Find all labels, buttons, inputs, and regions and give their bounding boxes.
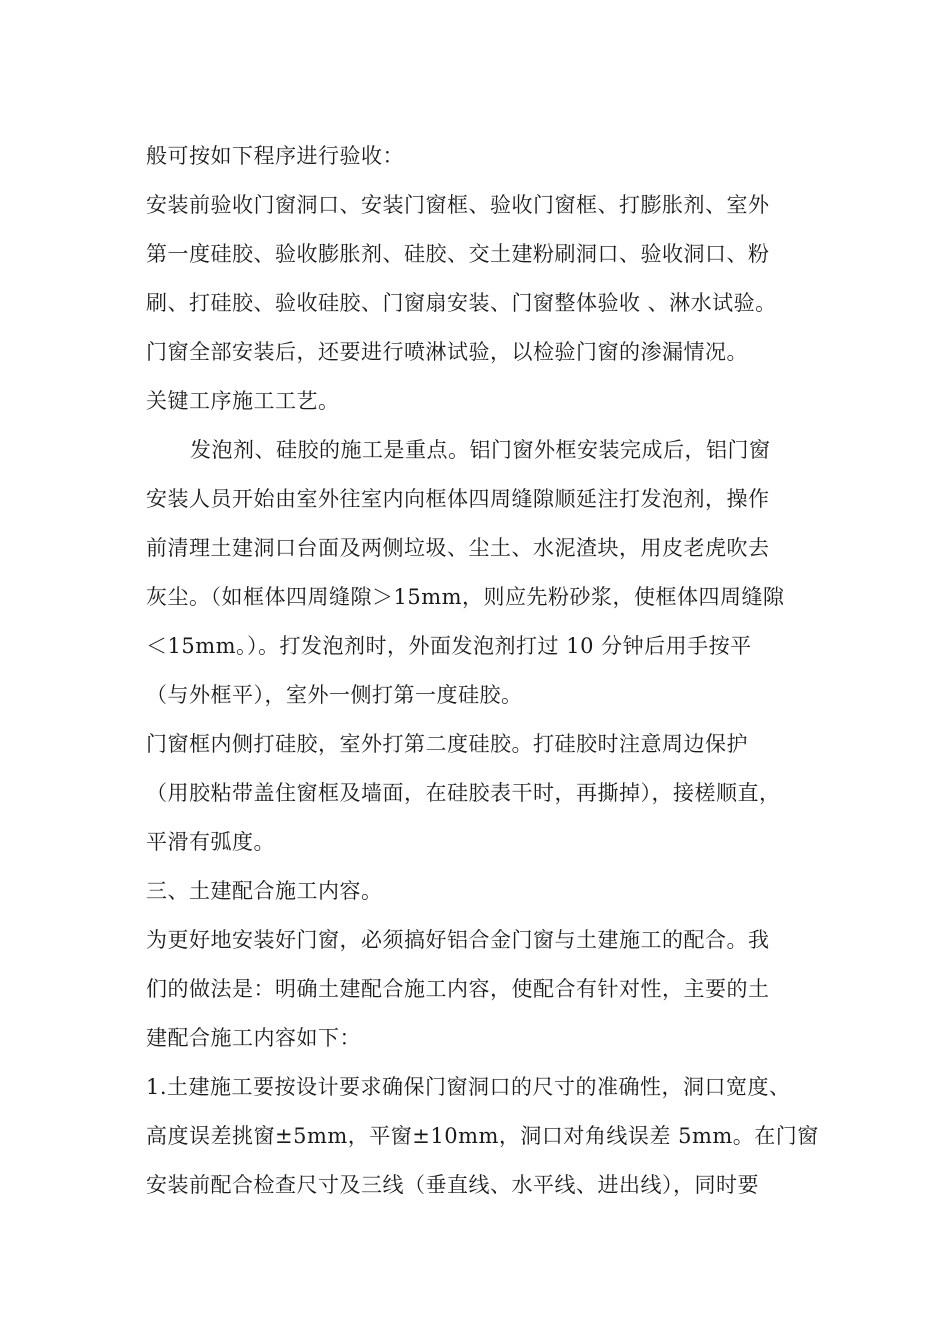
text-line: 安装前验收门窗洞口、安装门窗框、验收门窗框、打膨胀剂、室外 [146, 193, 770, 217]
text-line: 第一度硅胶、验收膨胀剂、硅胶、交土建粉刷洞口、验收洞口、粉 [146, 242, 770, 266]
text-line: 高度误差挑窗±5mm，平窗±10mm，洞口对角线误差 5mm。在门窗 [146, 1124, 819, 1148]
text-line: 1.土建施工要按设计要求确保门窗洞口的尺寸的准确性，洞口宽度、 [146, 1075, 791, 1099]
text-line: （与外框平），室外一侧打第一度硅胶。 [146, 683, 523, 707]
text-line: ＜15mm。）。打发泡剂时，外面发泡剂打过 10 分钟后用手按平 [146, 634, 752, 658]
text-line: 刷、打硅胶、验收硅胶、门窗扇安装、门窗整体验收 、淋水试验。 [146, 291, 777, 315]
document-body [146, 132, 826, 1210]
text-line: 平滑有弧度。 [146, 830, 275, 854]
text-line: 前清理土建洞口台面及两侧垃圾、尘土、水泥渣块，用皮老虎吹去 [146, 536, 770, 560]
text-line: 般可按如下程序进行验收： [146, 144, 404, 168]
text-line: 为更好地安装好门窗，必须搞好铝合金门窗与土建施工的配合。我 [146, 928, 770, 952]
text-line: 安装人员开始由室外往室内向框体四周缝隙顺延注打发泡剂，操作 [146, 487, 770, 511]
text-line: 门窗框内侧打硅胶，室外打第二度硅胶。打硅胶时注意周边保护 [146, 732, 748, 756]
text-line: 灰尘。（如框体四周缝隙＞15mm，则应先粉砂浆，使框体四周缝隙 [146, 585, 785, 609]
text-line: 建配合施工内容如下： [146, 1026, 361, 1050]
section-heading: 关键工序施工工艺。 [146, 389, 340, 413]
text-line: 们的做法是：明确土建配合施工内容，使配合有针对性，主要的土 [146, 977, 770, 1001]
text-line: 安装前配合检查尺寸及三线（垂直线、水平线、进出线），同时要 [146, 1173, 759, 1197]
text-line: （用胶粘带盖住窗框及墙面，在硅胶表干时，再撕掉），接槎顺直， [146, 781, 781, 805]
text-line: 门窗全部安装后，还要进行喷淋试验，以检验门窗的渗漏情况。 [146, 340, 748, 364]
section-heading: 三、土建配合施工内容。 [146, 879, 383, 903]
paragraph-first-line: 发泡剂、硅胶的施工是重点。铝门窗外框安装完成后，铝门窗 [190, 438, 771, 462]
